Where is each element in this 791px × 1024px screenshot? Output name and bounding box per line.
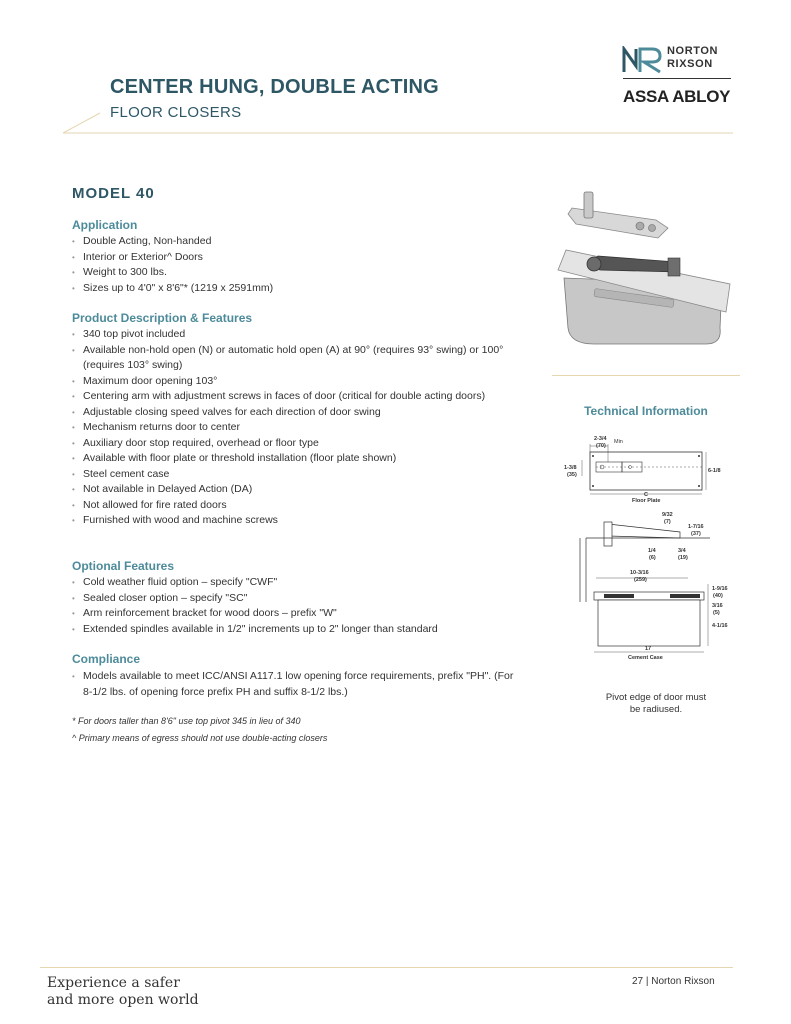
list-item: • Adjustable closing speed valves for each direction of door swing bbox=[72, 405, 522, 421]
dim-label: (6) bbox=[649, 555, 656, 561]
dim-label: 6-1/8 bbox=[708, 468, 721, 474]
dim-label: 1/4 bbox=[648, 548, 656, 554]
dim-label: (40) bbox=[713, 593, 723, 599]
product-photo bbox=[554, 188, 734, 348]
dim-label: 9/32 bbox=[662, 512, 673, 518]
list-item: • Not allowed for fire rated doors bbox=[72, 498, 522, 514]
dim-label: Min bbox=[614, 439, 623, 445]
list-item: • Models available to meet ICC/ANSI A117.1 low opening force requirements, prefix "PH". (For 8-1/2 lbs. of opening force prefix PH and suffix 8-1/2 lbs.) bbox=[72, 669, 522, 700]
dim-label: 2-3/4 bbox=[594, 436, 607, 442]
footer-tagline bbox=[47, 975, 199, 1009]
product-heading: Product Description & Features bbox=[72, 311, 253, 325]
dim-label: (35) bbox=[567, 472, 577, 478]
dim-label: (37) bbox=[691, 531, 701, 537]
list-item: • Not available in Delayed Action (DA) bbox=[72, 482, 522, 498]
dim-label: 1-7/16 bbox=[688, 524, 704, 530]
right-column-rule bbox=[552, 375, 740, 376]
compliance-list bbox=[72, 669, 522, 700]
application-list bbox=[72, 234, 522, 296]
page-title: CENTER HUNG, DOUBLE ACTING bbox=[110, 76, 439, 98]
list-item: • Sealed closer option – specify "SC" bbox=[72, 591, 522, 607]
list-item: • Mechanism returns door to center bbox=[72, 420, 522, 436]
list-item: • Maximum door opening 103° bbox=[72, 374, 522, 390]
dim-label: 1-9/16 bbox=[712, 586, 728, 592]
model-title: MODEL 40 bbox=[72, 185, 155, 202]
dim-label: 4-1/16 bbox=[712, 623, 728, 629]
dim-label: (7) bbox=[664, 519, 671, 525]
footer-rule bbox=[40, 967, 733, 968]
compliance-heading: Compliance bbox=[72, 652, 141, 666]
tagline-line: Experience a safer bbox=[47, 975, 180, 991]
list-item: • Double Acting, Non-handed bbox=[72, 234, 522, 250]
footnote-egress: ^ Primary means of egress should not use double-acting closers bbox=[72, 733, 328, 743]
dim-label: (5) bbox=[713, 610, 720, 616]
list-item: • 340 top pivot included bbox=[72, 327, 522, 343]
dim-label: 3/16 bbox=[712, 603, 723, 609]
dim-label: 17 bbox=[645, 646, 652, 652]
nr-logo-icon bbox=[622, 46, 664, 74]
list-item: • Steel cement case bbox=[72, 467, 522, 483]
dim-label: 10-3/16 bbox=[630, 570, 649, 576]
assa-abloy-logo: ASSA ABLOY bbox=[623, 87, 731, 106]
list-item: • Furnished with wood and machine screws bbox=[72, 513, 522, 529]
application-heading: Application bbox=[72, 218, 138, 232]
list-item: • Auxiliary door stop required, overhead or floor type bbox=[72, 436, 522, 452]
page-number: 27 | Norton Rixson bbox=[632, 976, 715, 987]
logo-word-norton: NORTON bbox=[667, 45, 719, 57]
product-list bbox=[72, 327, 522, 529]
list-item: • Extended spindles available in 1/2" increments up to 2" longer than standard bbox=[72, 622, 522, 638]
dim-label: (70) bbox=[596, 443, 606, 449]
tagline-line: and more open world bbox=[47, 992, 199, 1008]
list-item: • Available non-hold open (N) or automatic hold open (A) at 90° (requires 93° swing) or 100° (requires 103° swing) bbox=[72, 343, 522, 374]
norton-rixson-logo bbox=[620, 44, 736, 110]
dim-label: 1-3/8 bbox=[564, 465, 577, 471]
pivot-note: Pivot edge of door must be radiused. bbox=[605, 692, 707, 715]
list-item: • Centering arm with adjustment screws in faces of door (critical for double acting doors) bbox=[72, 389, 522, 405]
dim-label: (259) bbox=[634, 577, 647, 583]
optional-heading: Optional Features bbox=[72, 559, 175, 573]
dim-label: C bbox=[644, 492, 648, 498]
dim-label: 3/4 bbox=[678, 548, 686, 554]
dim-label: Cement Case bbox=[628, 655, 663, 661]
technical-heading: Technical Information bbox=[584, 404, 708, 418]
dim-label: (19) bbox=[678, 555, 688, 561]
dim-label: Floor Plate bbox=[632, 498, 661, 504]
list-item: • Interior or Exterior^ Doors bbox=[72, 250, 522, 266]
list-item: • Available with floor plate or threshold installation (floor plate shown) bbox=[72, 451, 522, 467]
list-item: • Cold weather fluid option – specify "CWF" bbox=[72, 575, 522, 591]
logo-word-rixson: RIXSON bbox=[667, 58, 713, 70]
page-subtitle: FLOOR CLOSERS bbox=[110, 104, 242, 121]
footnote-pivot: * For doors taller than 8'6" use top pivot 345 in lieu of 340 bbox=[72, 716, 301, 726]
list-item: • Sizes up to 4'0" x 8'6"* (1219 x 2591mm) bbox=[72, 281, 522, 297]
list-item: • Weight to 300 lbs. bbox=[72, 265, 522, 281]
technical-drawing bbox=[560, 432, 730, 664]
list-item: • Arm reinforcement bracket for wood doors – prefix "W" bbox=[72, 606, 522, 622]
optional-list bbox=[72, 575, 522, 637]
